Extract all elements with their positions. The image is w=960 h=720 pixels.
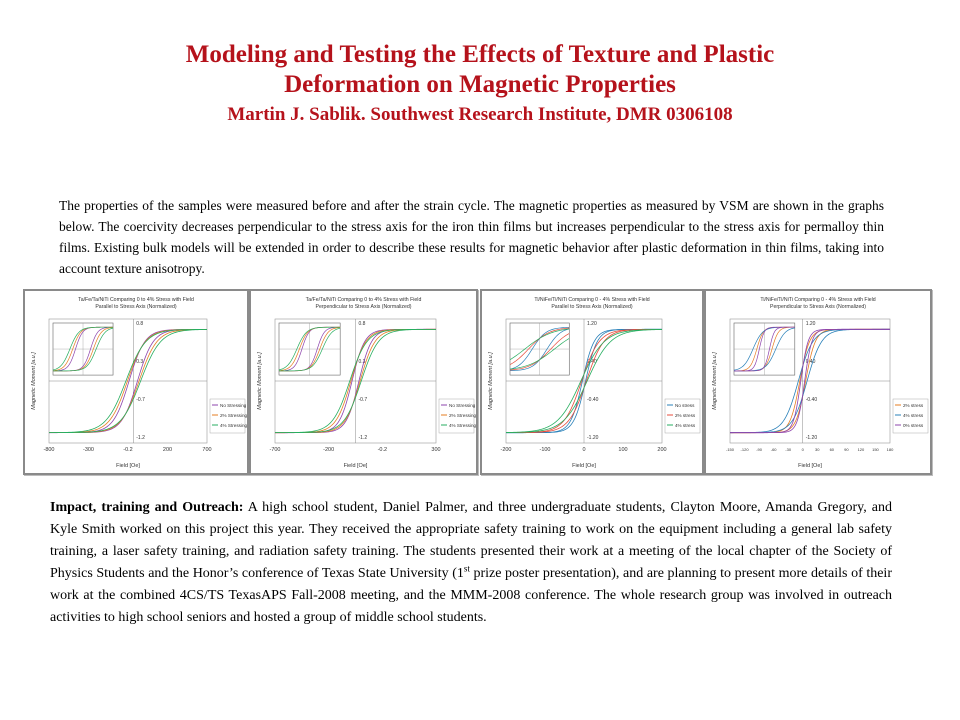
y-axis-label: Magnetic Moment [a.u.]: [257, 352, 263, 410]
legend-label: 4% Stressing: [220, 422, 247, 428]
y-axis-label: Magnetic Moment [a.u.]: [488, 352, 494, 410]
y-tick-label: 0.3: [358, 359, 366, 365]
chart-title-line: Perpendicular to Stress Axis (Normalized): [769, 304, 867, 310]
impact-sup: st: [463, 563, 470, 574]
legend-label: No stress: [675, 402, 695, 408]
x-tick-label: -90: [756, 447, 762, 452]
x-tick-label: 300: [431, 447, 441, 453]
x-tick-label: 120: [857, 447, 865, 452]
impact-text-1: A high school student, Daniel Palmer, and three undergraduate students, Clayton Moore, Amanda Gregory, and Kyle Smith worked on this project this year. They received the appropriate safety training to work on the equipment including a general lab safety training, a laser safety training, and radiation safety training. The students presented their work at a meeting of the local chapter of the Society of Physics Students and the Honor’s conference of Texas State University (1: [50, 500, 892, 581]
hysteresis-chart-1: [25, 291, 247, 473]
y-tick-label: -1.20: [805, 435, 818, 441]
legend-label: 2% stress: [903, 402, 924, 408]
x-tick-label: -800: [43, 447, 55, 453]
legend-label: 4% stress: [903, 412, 924, 418]
x-tick-label: -0.2: [377, 447, 388, 453]
y-tick-label: 0.8: [358, 321, 366, 327]
y-tick-label: -1.2: [136, 435, 145, 441]
legend-label: 0% stress: [903, 422, 924, 428]
legend-label: 2% stress: [675, 412, 696, 418]
x-tick-label: -100: [539, 447, 551, 453]
chart-title-line: Ti/NiFe/Ti/NiTi Comparing 0 - 4% Stress with Field: [760, 297, 876, 303]
x-tick-label: 30: [815, 447, 820, 452]
x-tick-label: 60: [829, 447, 835, 452]
y-tick-label: 0.8: [136, 321, 144, 327]
x-tick-label: 150: [872, 447, 879, 452]
y-tick-label: 0.40: [587, 359, 597, 365]
x-tick-label: 100: [618, 447, 628, 453]
y-tick-label: 0.40: [805, 359, 816, 365]
x-axis-label: Field [Oe]: [343, 463, 368, 469]
x-tick-label: -30: [785, 447, 792, 452]
chart-panel-1: [23, 289, 249, 475]
x-tick-label: 0: [801, 447, 804, 452]
y-tick-label: -1.20: [587, 435, 599, 441]
chart-title-line: Parallel to Stress Axis (Normalized): [551, 304, 633, 310]
x-tick-label: -150: [725, 447, 735, 452]
page-title-line2: Deformation on Magnetic Properties: [284, 71, 676, 98]
y-tick-label: -0.7: [136, 397, 145, 403]
author-line: Martin J. Sablik. Southwest Research Institute, DMR 0306108: [227, 104, 733, 125]
x-axis-label: Field [Oe]: [572, 463, 596, 469]
legend-label: 4% Stressing: [449, 422, 476, 428]
legend-label: No Stressing: [220, 402, 247, 408]
x-tick-label: -200: [500, 447, 512, 453]
y-tick-label: 1.20: [587, 321, 597, 327]
legend-label: 2% Stressing: [220, 412, 247, 418]
y-tick-label: -0.40: [805, 397, 818, 403]
chart-title-line: Ta/Fe/Ta/NiTi Comparing 0 to 4% Stress with Field: [78, 297, 194, 303]
y-axis-label: Magnetic Moment [a.u.]: [31, 352, 37, 410]
chart-panel-2: [249, 289, 478, 475]
x-tick-label: -300: [82, 447, 95, 453]
x-axis-label: Field [Oe]: [798, 463, 822, 469]
chart-panel-3: [480, 289, 704, 475]
x-tick-label: -700: [269, 447, 281, 453]
x-tick-label: 200: [657, 447, 667, 453]
impact-text-2: prize poster presentation), and are planning to present more details of their work at the combined 4CS/TS TexasAPS Fall-2008 meeting, and the MMM-2008 conference. The whole research group was involved in outreach activities to high school seniors and hosted a group of middle school students.: [50, 566, 892, 625]
x-axis-label: Field [Oe]: [116, 463, 140, 469]
y-tick-label: 0.3: [136, 359, 144, 365]
legend-label: 4% stress: [675, 422, 696, 428]
x-tick-label: -200: [323, 447, 335, 453]
impact-heading: Impact, training and Outreach:: [50, 500, 244, 515]
legend-label: No Stressing: [449, 402, 476, 408]
x-tick-label: 200: [162, 447, 173, 453]
impact-paragraph: [50, 497, 892, 629]
x-tick-label: 0: [582, 447, 586, 453]
y-tick-label: -0.40: [587, 397, 599, 403]
hysteresis-chart-3: [482, 291, 702, 473]
x-tick-label: -60: [770, 447, 777, 452]
y-tick-label: -1.2: [358, 435, 368, 441]
x-tick-label: -0.2: [123, 447, 133, 453]
x-tick-label: 90: [844, 447, 849, 452]
intro-paragraph: The properties of the samples were measured before and after the strain cycle. The magnetic properties as measured by VSM are shown in the graphs below. The coercivity decreases perpendicular to the stress axis for the iron thin films but increases perpendicular to the stress axis for permalloy thin films. Existing bulk models will be extended in order to describe these results for magnetic behavior after plastic deformation in thin films, taking into account texture anisotropy.: [59, 198, 884, 276]
chart-title-line: Perpendicular to Stress Axis (Normalized): [315, 304, 412, 310]
x-tick-label: 700: [202, 447, 212, 453]
hysteresis-chart-4: [706, 291, 930, 473]
chart-title-line: Ti/NiFe/Ti/NiTi Comparing 0 - 4% Stress with Field: [534, 297, 650, 303]
y-tick-label: -0.7: [358, 397, 368, 403]
chart-panel-4: [704, 289, 932, 475]
y-tick-label: 1.20: [805, 321, 816, 327]
x-tick-label: 180: [886, 447, 894, 452]
chart-title-line: Parallel to Stress Axis (Normalized): [95, 304, 177, 310]
chart-title-line: Ta/Fe/Ta/NiTi Comparing 0 to 4% Stress with Field: [305, 297, 422, 303]
x-tick-label: -120: [740, 447, 749, 452]
y-axis-label: Magnetic Moment [a.u.]: [712, 352, 718, 410]
legend-label: 2% Stressing: [449, 412, 476, 418]
hysteresis-chart-2: [251, 291, 476, 473]
page-title-line1: Modeling and Testing the Effects of Texture and Plastic: [185, 41, 775, 68]
